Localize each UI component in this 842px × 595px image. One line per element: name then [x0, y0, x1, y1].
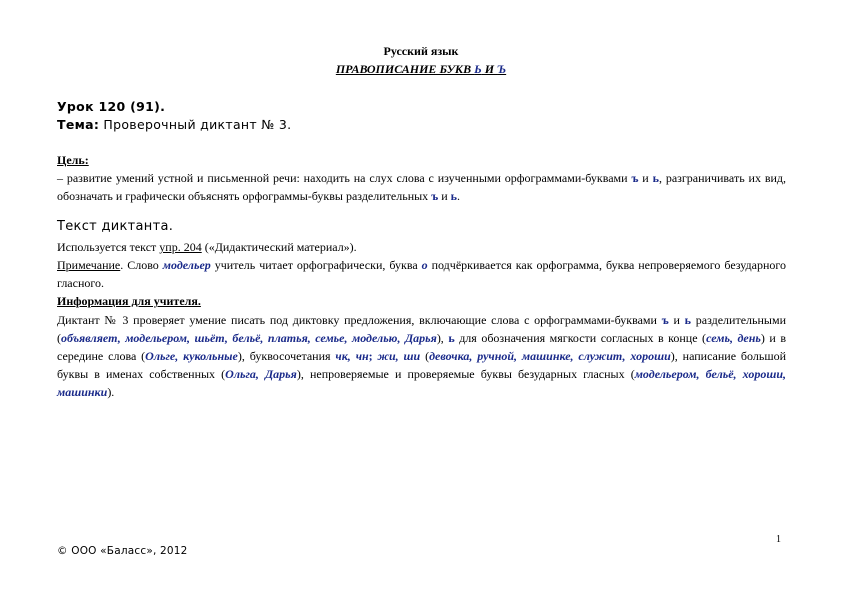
note-label: Примечание [57, 258, 121, 272]
lesson-theme [57, 117, 291, 132]
title-letter-soft: Ь [474, 62, 482, 76]
footer-copyright: © ООО «Баласс», 2012 [57, 545, 188, 557]
page-title: ПРАВОПИСАНИЕ БУКВ Ь И Ъ [335, 62, 507, 76]
page-number: 1 [776, 534, 781, 545]
goal-heading: Цель: [57, 153, 89, 167]
lesson-number: Урок 120 (91). [57, 99, 166, 114]
dictation-heading: Текст диктанта. [57, 219, 174, 234]
theme-value: Проверочный диктант № 3. [99, 117, 292, 132]
exercise-link[interactable]: упр. 204 [159, 240, 202, 254]
info-paragraph: Диктант № 3 проверяет умение писать под диктовку предложения, включающие слова с орфограммами-буквами ъ и ь разделительными (объявляет, модельером, шьёт, бельё, платья, семье, моделью, Дарья), ь для обозначения мягкости согласных в конце (семь, день) и в середине слова (Ольге, кукольные), буквосочетания чк, чн; жи, ши (девочка, ручной, машинке, служит, хороши), написание большой буквы в именах собственных (Ольга, Дарья), непроверяемые и проверяемые буквы безударных гласных (модельером, бельё, хороши, машинки). [57, 313, 787, 399]
goal-text: – развитие умений устной и письменной речи: находить на слух слова с изученными орфограммами-буквами ъ и ь, разграничивать их вид, обозначать и графически объяснять орфограммы-буквы разделительных ъ и ь. [57, 171, 787, 203]
subject-heading: Русский язык [383, 44, 459, 58]
info-heading: Информация для учителя. [57, 294, 201, 308]
theme-label: Тема: [57, 117, 100, 132]
note-paragraph: Примечание. Слово модельер учитель читает орфографически, буква о подчёркивается как орфограмма, буква непроверяемого безударного гласного. [57, 258, 786, 290]
title-letter-hard: Ъ [497, 62, 507, 76]
used-text-line: Используется текст упр. 204 («Дидактический материал»). [57, 240, 357, 254]
